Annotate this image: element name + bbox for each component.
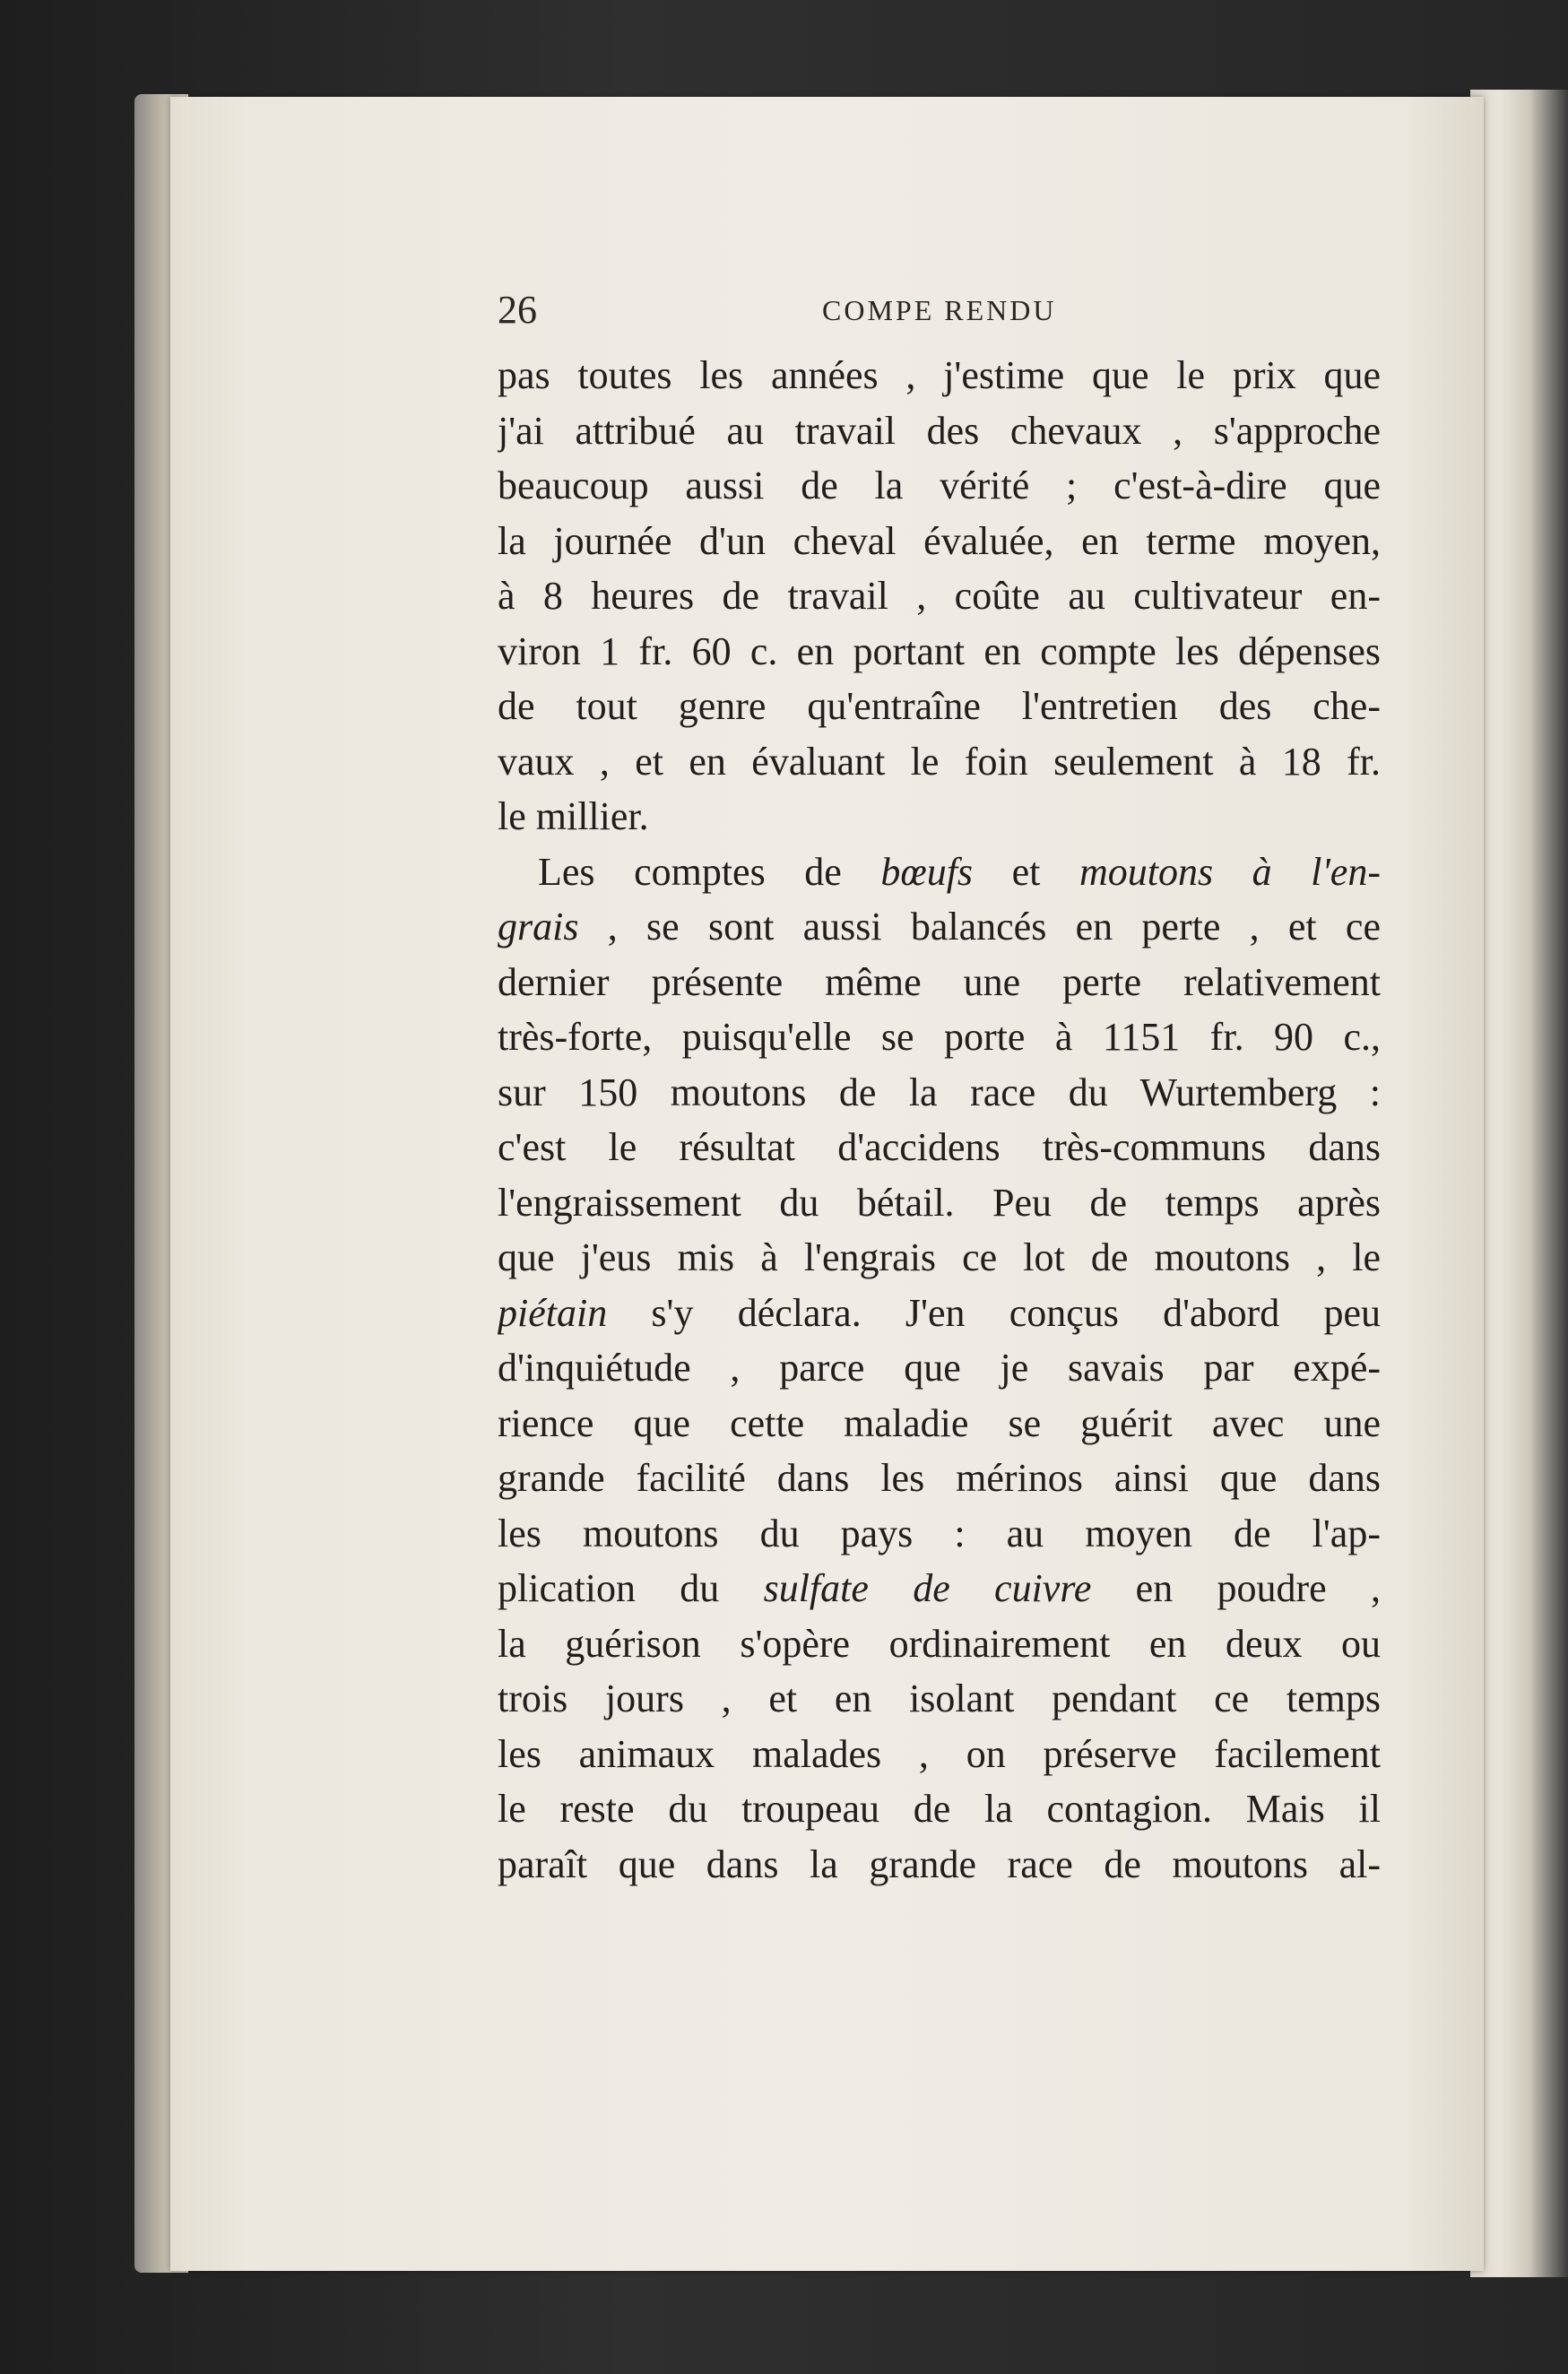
page-header xyxy=(498,287,1376,341)
text-segment: , se sont aussi balancés en perte , et ce xyxy=(578,905,1381,949)
text-line: rience que cette maladie se guérit avec une xyxy=(498,1400,1381,1445)
text-line: grande facilité dans les mérinos ainsi que dans xyxy=(498,1456,1381,1500)
text-line: à 8 heures de travail , coûte au cultivateur en- xyxy=(498,574,1381,618)
book-edge-right xyxy=(1470,90,1568,2277)
italic-segment: piétain xyxy=(498,1290,608,1335)
text-line: paraît que dans la grande race de moutons al- xyxy=(498,1841,1381,1886)
text-line: dernier présente même une perte relativement xyxy=(498,959,1381,1004)
running-head: COMPE RENDU xyxy=(822,294,1057,326)
text-line: trois jours , et en isolant pendant ce temps xyxy=(498,1677,1381,1720)
text-line xyxy=(498,1286,1381,1341)
italic-segment: sulfate de cuivre xyxy=(763,1566,1092,1610)
text-line: le millier. xyxy=(498,794,649,838)
text-line: de tout genre qu'entraîne l'entretien des che- xyxy=(498,684,1381,728)
text-line: c'est le résultat d'accidens très-communs dans xyxy=(498,1125,1381,1169)
text-line: vaux , et en évaluant le foin seulement à 18 fr. xyxy=(498,739,1381,784)
italic-segment: grais xyxy=(498,905,579,949)
text-line: l'engraissement du bétail. Peu de temps après xyxy=(498,1180,1381,1225)
text-line xyxy=(498,845,1381,900)
text-segment: s'y déclara. J'en conçus d'abord peu xyxy=(607,1290,1381,1335)
text-segment: plication du xyxy=(498,1566,764,1610)
text-line: la journée d'un cheval évaluée, en terme moyen, xyxy=(498,518,1381,563)
text-line: les animaux malades , on préserve facilement xyxy=(498,1731,1381,1776)
text-line: le reste du troupeau de la contagion. Mais il xyxy=(498,1787,1381,1831)
page-number: 26 xyxy=(498,288,537,332)
text-segment: en poudre , xyxy=(1091,1566,1381,1610)
text-line: d'inquiétude , parce que je savais par expé- xyxy=(498,1346,1381,1390)
text-line xyxy=(498,899,1381,955)
text-line: pas toutes les années , j'estime que le prix que xyxy=(498,353,1381,397)
text-line: très-forte, puisqu'elle se porte à 1151 fr. 90 c., xyxy=(498,1015,1381,1059)
body-text xyxy=(498,348,1381,1892)
italic-segment: bœufs xyxy=(880,849,974,894)
text-line: j'ai attribué au travail des chevaux , s'approche xyxy=(498,408,1381,453)
text-line: les moutons du pays : au moyen de l'ap- xyxy=(498,1511,1381,1555)
text-line: la guérison s'opère ordinairement en deux ou xyxy=(498,1621,1381,1666)
text-segment: Les comptes de xyxy=(538,849,881,894)
text-line: viron 1 fr. 60 c. en portant en compte les dépenses xyxy=(498,628,1381,673)
text-line: que j'eus mis à l'engrais ce lot de moutons , le xyxy=(498,1235,1381,1279)
text-segment: et xyxy=(973,849,1079,894)
text-line: sur 150 moutons de la race du Wurtemberg : xyxy=(498,1070,1381,1114)
text-line xyxy=(498,1561,1381,1616)
text-line: beaucoup aussi de la vérité ; c'est-à-dire que xyxy=(498,464,1381,507)
italic-segment: moutons à l'en- xyxy=(1079,849,1381,894)
